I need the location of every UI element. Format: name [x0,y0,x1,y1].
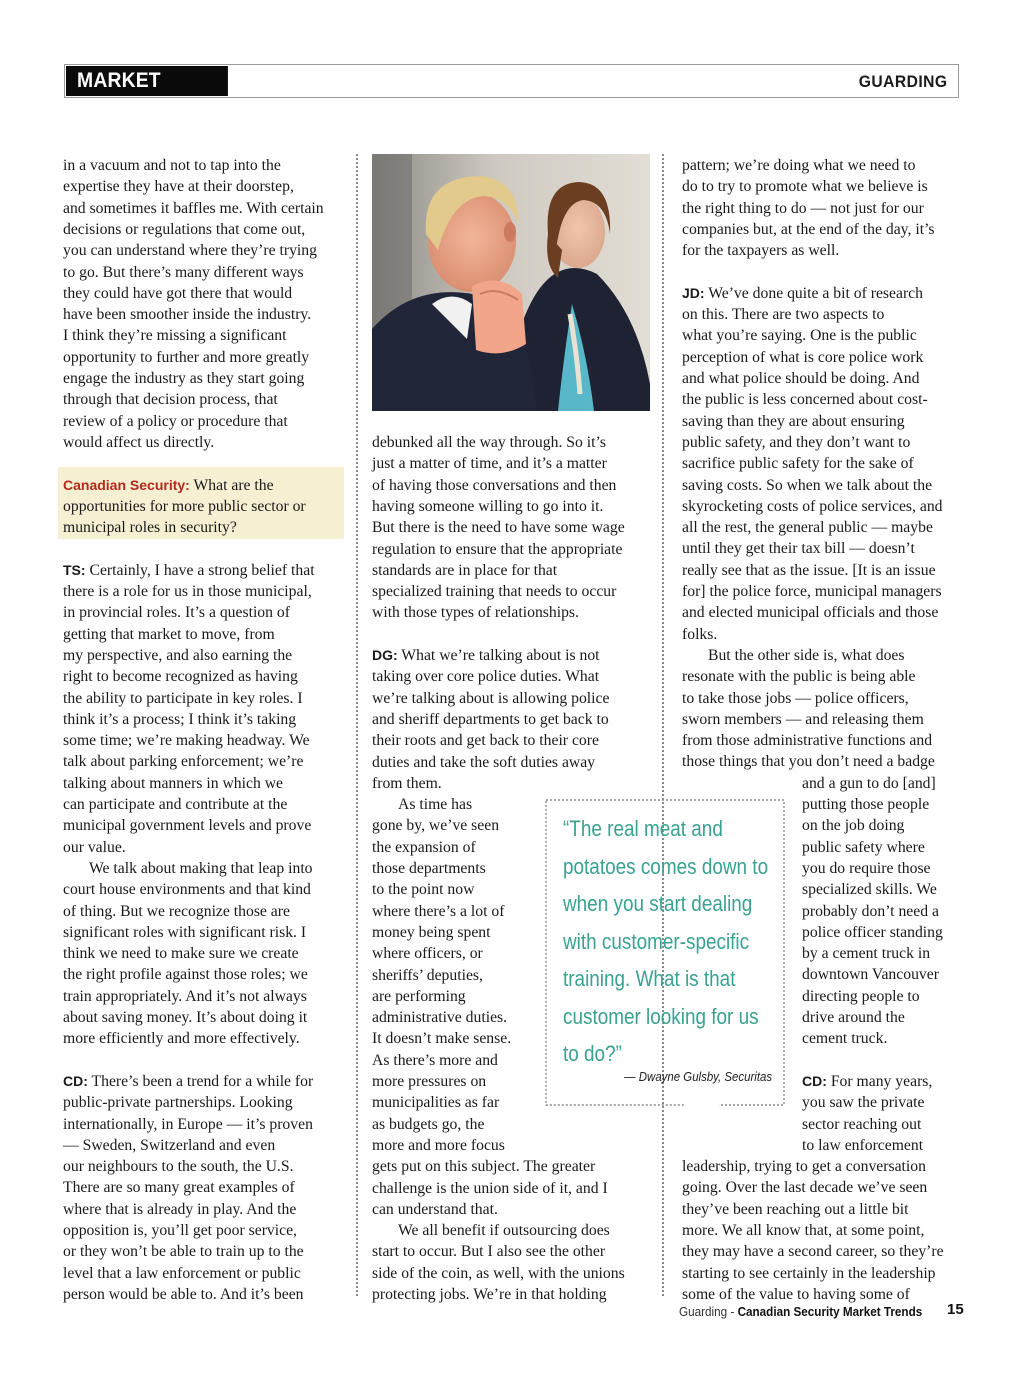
body-text-line: from those administrative functions and [682,732,933,750]
body-text-line: as budgets go, the [372,1115,485,1133]
body-text-line: from them. [372,774,442,792]
body-text-line: saving than they are about ensuring [682,412,905,430]
body-text-line: municipal roles in security? [63,519,237,537]
body-text-line: saving costs. So when we talk about the [682,476,933,494]
body-text-line: duties and take the soft duties away [372,753,596,771]
body-text-line: really see that as the issue. [It is an issue [682,561,936,579]
body-text-line: they may have a second career, so they’re [682,1243,944,1261]
body-text-line: police officer standing [802,923,943,941]
body-text-line: think it’s a process; I think it’s taking [63,710,297,728]
body-text-line: train appropriately. And it’s not always [63,987,307,1005]
body-text-line: of having those conversations and then [372,476,617,494]
footer-section: Guarding - [678,1304,738,1319]
body-text-line: the expansion of [372,838,476,856]
column-divider-2 [662,154,664,1296]
body-text-line: As time has [398,796,473,814]
body-text-line: getting that market to move, from [63,625,275,643]
body-text-line: where that is already in play. And the [63,1200,297,1218]
pull-quote [545,799,785,1106]
body-text-line: would affect us directly. [63,433,215,451]
body-text-line: public safety, and they don’t want to [682,433,911,451]
body-text-line: level that a law enforcement or public [63,1264,301,1282]
body-text-line: skyrocketing costs of police services, and [682,497,943,515]
body-text-line: sector reaching out [802,1115,922,1133]
body-text-line: talking about manners in which we [63,774,284,792]
body-text-line: public safety where [802,838,925,856]
body-text-line: There are so many great examples of [63,1179,295,1197]
body-text-line: can understand that. [372,1200,498,1218]
body-text-line: standards are in place for that [372,561,558,579]
body-text-line: in a vacuum and not to tap into the [63,157,281,174]
body-text-line: CD: There’s been a trend for a while for [63,1072,314,1090]
body-text-line: starting to see certainly in the leadership [682,1264,936,1282]
body-text-line: for the taxpayers as well. [682,242,840,260]
body-text-line: companies but, at the end of the day, it’s [682,220,935,238]
body-text-line: with those types of relationships. [372,604,579,622]
body-text-line: can participate and contribute at the [63,796,288,813]
body-text-line: opportunity to further and more greatly [63,348,310,366]
body-text-line: have been smoother inside the industry. [63,306,312,324]
body-text-line: on this. There are two aspects to [682,306,885,324]
body-text-line: money being spent [372,923,491,941]
body-text-line: downtown Vancouver [802,966,939,984]
body-text-line: CD: For many years, [802,1072,933,1090]
body-text-line: to go. But there’s many different ways [63,263,304,281]
body-text-line: do to try to promote what we believe is [682,178,928,196]
body-text-line: We talk about making that leap into [89,859,313,877]
body-text-line: just a matter of time, and it’s a matter [372,455,607,473]
body-text-line: they’ve been reaching out a little bit [682,1200,909,1218]
body-text-line: and sometimes it baffles me. With certain [63,199,324,217]
body-text-line: all the rest, the general public — maybe [682,519,933,537]
footer-line [679,1303,922,1321]
body-text-line: some of the value to having some of [682,1285,910,1303]
body-text-line: public-private partnerships. Looking [63,1094,293,1112]
pull-quote-line: to do?” [563,1041,622,1066]
body-text-line: folks. [682,625,718,643]
body-text-line: right to become recognized as having [63,668,298,686]
body-text-line: significant roles with significant risk. I [63,923,307,941]
body-text-line: to the point now [372,881,475,899]
body-text-line: where officers, or [372,945,483,963]
body-text-line: perception of what is core police work [682,348,924,366]
body-text-line: my perspective, and also earning the [63,646,293,664]
body-text-line: their roots and get back to their core [372,732,599,750]
body-text-line: drive around the [802,1009,905,1026]
body-text-line: putting those people [802,796,930,813]
pull-quote-attribution: — Dwayne Gulsby, Securitas [624,1069,772,1084]
body-text-line: having someone willing to go into it. [372,497,604,515]
body-text-line: we’re talking about is allowing police [372,689,610,707]
body-text-line: I think they’re missing a significant [63,327,287,345]
body-text-line: until they get their tax bill — doesn’t [682,540,915,558]
page-number: 15 [947,1301,964,1318]
body-text-line: those departments [372,860,486,877]
body-text-line: the public is less concerned about cost- [682,391,928,409]
body-text-line: more pressures on [372,1073,487,1090]
body-text-line: you saw the private [802,1094,925,1112]
pull-quote-line: “The real meat and [563,816,723,841]
footer-publication: Canadian Security Market Trends [737,1304,922,1319]
body-text-line: on the job doing [802,817,905,835]
body-text-line: Canadian Security: What are the [63,476,274,494]
body-text-line: you can understand where they’re trying [63,242,317,260]
body-text-line: regulation to ensure that the appropriate [372,540,623,558]
body-text-line: municipal government levels and prove [63,817,312,835]
body-text-line: sheriffs’ deputies, [372,966,483,984]
body-text-line: to law enforcement [802,1136,924,1154]
speaker-initials: JD: [682,284,705,301]
body-text-line: and a gun to do [and] [802,774,936,792]
body-text-line: internationally, in Europe — it’s proven [63,1115,313,1133]
body-text-line: sacrifice public safety for the sake of [682,455,914,473]
body-text-line: pattern; we’re doing what we need to [682,157,916,174]
body-text-line: through that decision process, that [63,391,278,409]
pull-quote-line: when you start dealing [563,891,753,916]
body-text-line: to take those jobs — police officers, [682,689,909,707]
body-text-line: expertise they have at their doorstep, [63,178,294,196]
section-tag: MARKET TRENDS [66,66,228,96]
body-text-line: probably don’t need a [802,902,939,920]
body-text-line: decisions or regulations that come out, [63,220,306,238]
speaker-initials: DG: [372,647,398,663]
speaker-initials: TS: [63,561,86,578]
body-text-line: our neighbours to the south, the U.S. [63,1158,294,1176]
body-text-line: taking over core police duties. What [372,668,600,686]
body-text-line: talk about parking enforcement; we’re [63,753,304,771]
body-text-line: and elected municipal officials and those [682,604,939,622]
body-text-line: challenge is the union side of it, and I [372,1179,608,1197]
speaker-initials: CD: [802,1072,827,1089]
body-text-line: more efficiently and more effectively. [63,1030,300,1048]
body-text-line: for] the police force, municipal managers [682,583,942,600]
body-text-line: directing people to [802,987,920,1005]
body-text-line: cement truck. [802,1030,888,1048]
body-text-line: court house environments and that kind [63,881,311,899]
panel-photo [372,154,650,411]
body-text-line: sworn members — and releasing them [682,710,924,728]
body-text-line: opportunities for more public sector or [63,497,306,515]
body-text-line: protecting jobs. We’re in that holding [372,1286,607,1303]
body-text-line: specialized skills. We [802,881,937,899]
body-text-line: gone by, we’ve seen [372,817,500,835]
body-text-line: what you’re saying. One is the public [682,327,917,345]
column-divider-1 [356,154,358,1296]
body-text-line: It doesn’t make sense. [372,1030,512,1048]
body-text-line: some time; we’re making headway. We [63,732,310,750]
body-text-line: start to occur. But I also see the other [372,1243,606,1261]
body-text-line: think we need to make sure we create [63,945,299,963]
body-text-line: those things that you don’t need a badge [682,753,935,771]
body-text-line: review of a policy or procedure that [63,412,288,430]
body-text-line: debunked all the way through. So it’s [372,434,606,451]
body-text-line: person would be able to. And it’s been [63,1285,304,1303]
speaker-initials: CD: [63,1072,88,1089]
section-name: GUARDING [859,72,948,91]
body-text-line: the right profile against those roles; we [63,966,308,984]
body-text-line: leadership, trying to get a conversation [682,1158,926,1176]
body-text-line: side of the coin, as well, with the unions [372,1264,625,1282]
pull-quote-line: with customer-specific [563,928,750,954]
body-text-line: by a cement truck in [802,945,931,963]
body-text-line: TS: Certainly, I have a strong belief that [63,561,315,579]
body-text-line: gets put on this subject. The greater [372,1158,596,1176]
body-text-line: in provincial roles. It’s a question of [63,604,290,622]
body-text-line: As there’s more and [372,1051,498,1069]
body-text-line: specialized training that needs to occur [372,583,617,601]
body-text-line: of thing. But we recognize those are [63,902,290,920]
body-text-line: more. We all know that, at some point, [682,1222,925,1239]
body-text-line: our value. [63,838,126,856]
body-text-line: We all benefit if outsourcing does [398,1222,610,1240]
body-text-line: — Sweden, Switzerland and even [63,1136,276,1154]
body-text-line: they could have got there that would [63,284,293,302]
body-text-line: you do require those [802,859,931,877]
interviewer-label: Canadian Security: [63,476,190,493]
pull-quote-line: training. What is that [563,966,736,991]
body-text-line: more and more focus [372,1136,505,1154]
body-text-line: But the other side is, what does [708,646,905,664]
body-text-line: and what police should be doing. And [682,370,920,387]
body-text-line: going. Over the last decade we’ve seen [682,1179,928,1197]
body-text-line: and sheriff departments to get back to [372,710,609,728]
body-text-line: municipalities as far [372,1094,500,1112]
body-text-line: engage the industry as they start going [63,370,305,387]
body-text-line: the ability to participate in key roles. I [63,689,303,707]
body-text-line: there is a role for us in those municipal, [63,583,312,600]
body-text-line: administrative duties. [372,1009,508,1027]
body-text-line: JD: We’ve done quite a bit of research [682,284,923,302]
body-text-line: But there is the need to have some wage [372,519,625,537]
body-text-line: the right thing to do — not just for our [682,199,924,217]
body-text-line: or they won’t be able to train up to the [63,1243,304,1261]
pull-quote-line: potatoes comes down to [563,853,769,879]
body-text-line: DG: What we’re talking about is not [372,647,600,664]
pull-quote-line: customer looking for us [563,1003,759,1029]
body-text-line: resonate with the public is being able [682,668,916,686]
body-text-line: are performing [372,987,466,1005]
body-text-line: opposition is, you’ll get poor service, [63,1222,297,1239]
body-text-line: about saving money. It’s about doing it [63,1009,308,1026]
body-text-line: where there’s a lot of [372,902,505,920]
